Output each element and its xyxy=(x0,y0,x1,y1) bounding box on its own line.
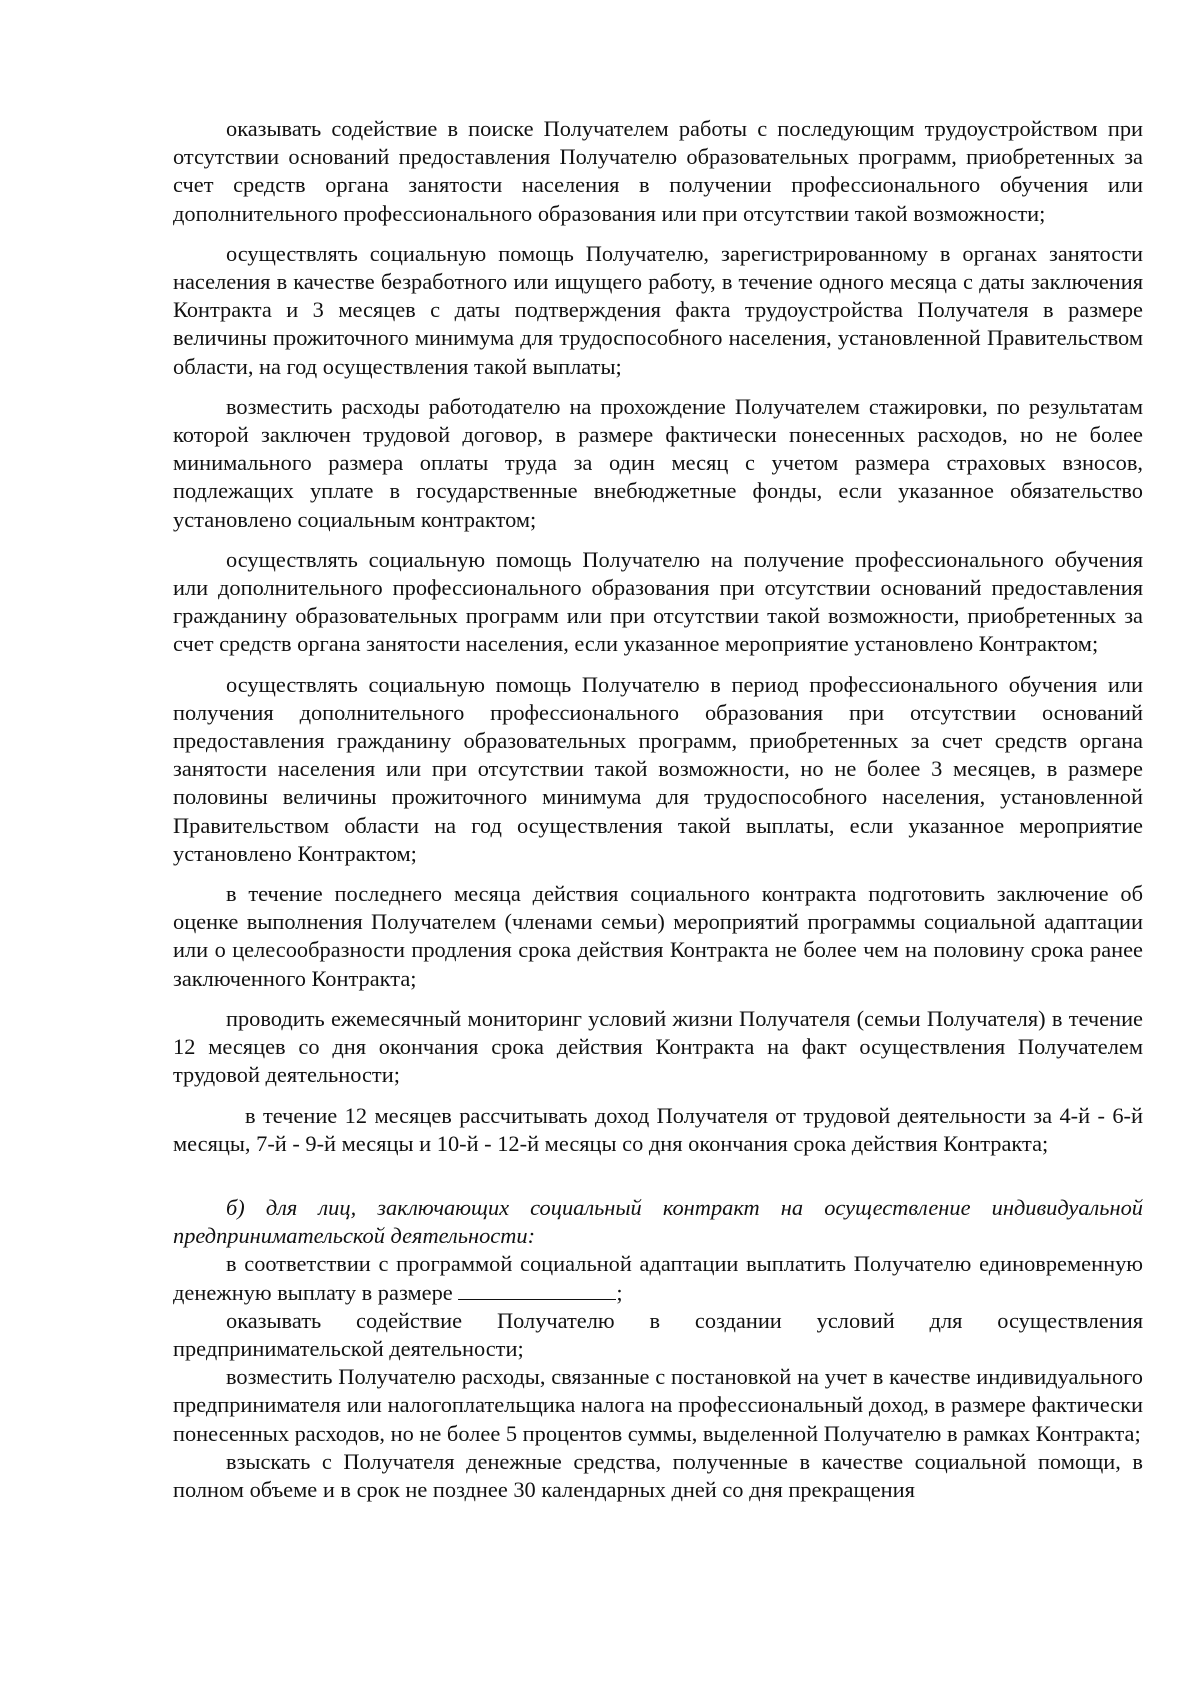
paragraph-aid-professional-training: осуществлять социальную помощь Получателю на получение профессионального обучения или дополнительного профессионального образования при отсутствии оснований предоставления гражданину образовательных программ или при отсутствии такой возможности, приобретенных за счет средств органа занятости населения, если указанное мероприятие установлено Контрактом; xyxy=(173,546,1143,657)
lump-sum-text-end: ; xyxy=(616,1279,623,1305)
paragraph-registration-reimbursement: возместить Получателю расходы, связанные с постановкой на учет в качестве индивидуального предпринимателя или налогоплательщика налога на профессиональный доход, в размере фактически понесенных расходов, но не более 5 процентов суммы, выделенной Получателю в рамках Контракта; xyxy=(173,1364,1143,1446)
paragraph-recovery-of-funds: взыскать с Получателя денежные средства, полученные в качестве социальной помощи, в полном объеме и в срок не позднее 30 календарных дней со дня прекращения xyxy=(173,1448,1143,1502)
paragraph-final-month-assessment: в течение последнего месяца действия социального контракта подготовить заключение об оценке выполнения Получателем (членами семьи) мероприятий программы социальной адаптации или о целесообразности продления срока действия Контракта не более чем на половину срока ранее заключенного Контракта; xyxy=(173,881,1143,991)
paragraph-income-calculation: в течение 12 месяцев рассчитывать доход Получателя от трудовой деятельности за 4-й - 6-й месяцы, 7-й - 9-й месяцы и 10-й - 12-й месяцы со дня окончания срока действия Контракта; xyxy=(173,1102,1143,1156)
paragraph-aid-during-training: осуществлять социальную помощь Получателю в период профессионального обучения или получения дополнительного профессионального образования при отсутствии оснований предоставления гражданину образовательных программ, приобретенных за счет средств органа занятости населения или при отсутствии такой возможности, но не более 3 месяцев, в размере половины величины прожиточного минимума для трудоспособного населения, установленной Правительством области на год осуществления такой выплаты, если указанное мероприятие установлено Контрактом; xyxy=(173,671,1143,866)
paragraph-monthly-monitoring: проводить ежемесячный мониторинг условий жизни Получателя (семьи Получателя) в течение 12 месяцев со дня окончания срока действия Контракта на факт осуществления Получателем трудовой деятельности; xyxy=(173,1005,1143,1088)
document-page xyxy=(173,115,1143,1504)
paragraph-job-search-assistance: оказывать содействие в поиске Получателем работы с последующим трудоустройством при отсутствии оснований предоставления Получателю образовательных программ, приобретенных за счет средств органа занятости населения в получении профессионального обучения или дополнительного профессионального образования или при отсутствии такой возможности; xyxy=(173,116,1143,226)
section-heading-entrepreneurs: б) для лиц, заключающих социальный контракт на осуществление индивидуальной предпринимательской деятельности: xyxy=(173,1194,1143,1249)
paragraph-social-aid-unemployed: осуществлять социальную помощь Получателю, зарегистрированному в органах занятости населения в качестве безработного или ищущего работу, в течение одного месяца с даты заключения Контракта и 3 месяцев с даты подтверждения факта трудоустройства Получателя в размере величины прожиточного минимума для трудоспособного населения, установленной Правительством области, на год осуществления такой выплаты; xyxy=(173,240,1143,379)
amount-blank-field xyxy=(458,1279,616,1300)
paragraph-lump-sum-payment xyxy=(173,1250,1143,1306)
lump-sum-text: в соответствии с программой социальной адаптации выплатить Получателю единовременную денежную выплату в размере xyxy=(173,1251,1143,1305)
paragraph-business-conditions: оказывать содействие Получателю в создании условий для осуществления предпринимательской деятельности; xyxy=(173,1307,1143,1361)
paragraph-employer-internship-reimbursement: возместить расходы работодателю на прохождение Получателем стажировки, по результатам которой заключен трудовой договор, в размере фактически понесенных расходов, но не более минимального размера оплаты труда за один месяц с учетом размера страховых взносов, подлежащих уплате в государственные внебюджетные фонды, если указанное обязательство установлено социальным контрактом; xyxy=(173,393,1143,532)
